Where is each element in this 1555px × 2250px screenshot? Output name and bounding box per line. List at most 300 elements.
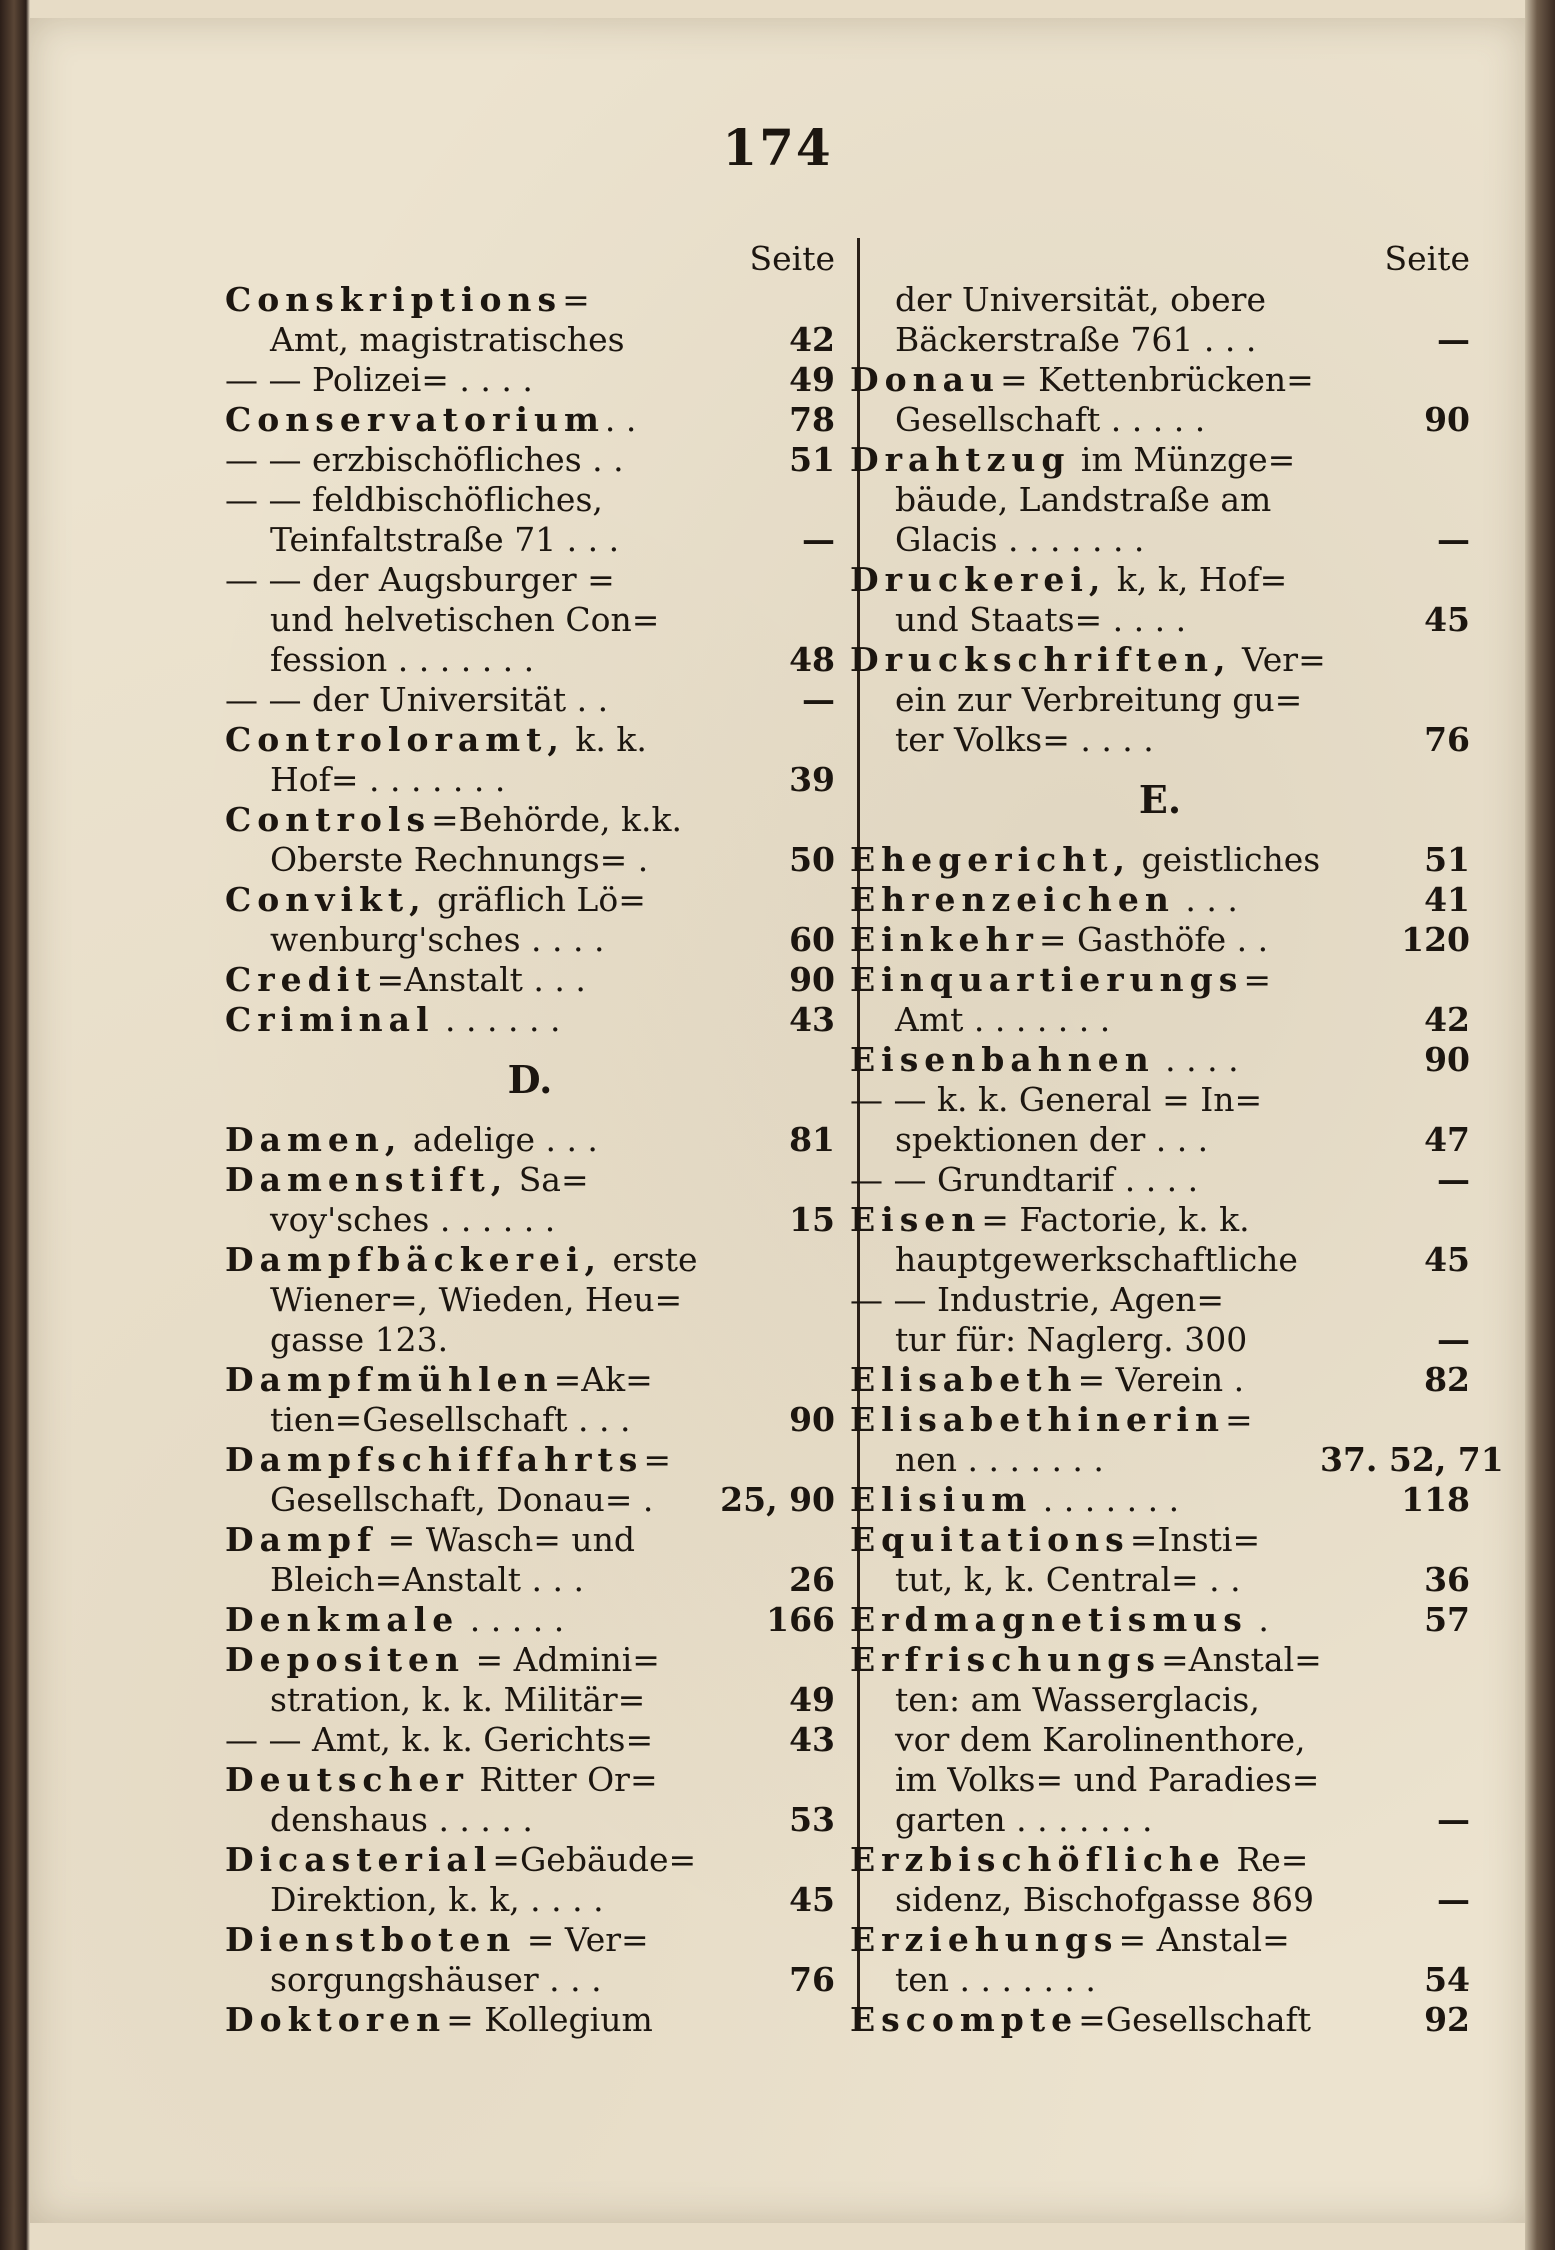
index-entry [850,1200,1470,1240]
entry-text [850,1320,1380,1360]
entry-page: 25, 90 [720,1480,835,1519]
entry-page: 45 [1424,600,1470,639]
entry-rest: =Gebäude= [492,1840,697,1879]
entry-headword: Dampfbäckerei, [225,1240,603,1279]
entry-text [850,1760,1380,1800]
entry-rest: — — Polizei= . . . . [225,360,533,399]
entry-rest: = [643,1440,672,1479]
entry-page: 81 [789,1120,835,1159]
entry-headword: Equitations [850,1520,1130,1559]
index-entry [225,1000,835,1040]
entry-text [225,1720,745,1760]
entry-page: 15 [789,1200,835,1239]
entry-text [850,1640,1380,1680]
index-entry-continuation [225,760,835,800]
index-entry-continuation [225,920,835,960]
index-entry-continuation [850,1240,1470,1280]
entry-text [225,1400,745,1440]
entry-rest: =Behörde, k.k. [431,800,682,839]
entry-page: — [1437,1880,1470,1919]
entry-page: 82 [1424,1360,1470,1399]
index-column-left [225,238,835,2040]
index-entry [850,1480,1470,1520]
entry-rest: nen . . . . . . . [895,1440,1104,1479]
entry-text [225,800,745,840]
index-entry [225,1120,835,1160]
entry-text [850,1080,1380,1120]
index-entry [225,680,835,720]
entry-rest: Amt . . . . . . . [895,1000,1111,1039]
entry-rest: — — der Universität . . [225,680,609,719]
entry-headword: Eisenbahnen [850,1040,1155,1079]
entry-text [225,1160,745,1200]
entry-text [225,1960,745,2000]
entry-page: 76 [789,1960,835,1999]
index-entry-continuation [850,1680,1470,1720]
entry-page: 49 [789,360,835,399]
entry-headword: Criminal [225,1000,435,1039]
entry-rest: Glacis . . . . . . . [895,520,1145,559]
entry-rest: Amt, magistratisches [270,320,625,359]
entry-rest: Direktion, k. k, . . . . [270,1880,604,1919]
entry-text [850,360,1380,400]
entry-text [225,1920,745,1960]
index-entry [850,360,1470,400]
entry-page: 42 [1424,1000,1470,1039]
entry-page: 45 [1424,1240,1470,1279]
index-entry-continuation [225,320,835,360]
entry-headword: Druckschriften, [850,640,1232,679]
page [30,18,1525,2223]
entry-rest: — — Industrie, Agen= [850,1280,1225,1319]
entry-text [225,1120,745,1160]
entry-page: 37. 52, 71 [1320,1440,1504,1479]
entry-rest: fession . . . . . . . [270,640,535,679]
entry-rest: tien=Gesellschaft . . . [270,1400,631,1439]
entry-rest: k, k, Hof= [1106,560,1288,599]
entry-headword: Einkehr [850,920,1039,959]
entry-text [850,1920,1380,1960]
entry-text [225,760,745,800]
entry-page: — [1437,1160,1470,1199]
entry-text [225,480,745,520]
entry-rest: gasse 123. [270,1320,449,1359]
entry-text [225,1200,745,1240]
entry-page: 42 [789,320,835,359]
entry-headword: Depositen [225,1640,466,1679]
index-entry-continuation [850,1800,1470,1840]
entry-headword: Erdmagnetismus [850,1600,1248,1639]
entry-text [850,1200,1380,1240]
entry-rest: der Universität, obere [895,280,1266,319]
entry-rest: Hof= . . . . . . . [270,760,506,799]
index-entry-continuation [850,1720,1470,1760]
entry-rest: erste [602,1240,698,1279]
book-right-edge [1525,0,1555,2250]
entry-rest: spektionen der . . . [895,1120,1209,1159]
index-entry-continuation [225,1800,835,1840]
entry-page: 90 [789,960,835,999]
entry-headword: Einquartierungs [850,960,1244,999]
index-entry-continuation [850,1440,1504,1480]
entry-headword: Ehegericht, [850,840,1131,879]
entry-rest: — — Grundtarif . . . . [850,1160,1199,1199]
entry-text [225,1440,745,1480]
entry-rest: . . . [1174,880,1238,919]
entry-rest: — — der Augsburger = [225,560,615,599]
entry-rest: stration, k. k. Militär= [270,1680,646,1719]
entry-text [225,600,745,640]
index-entry [225,1760,835,1800]
entry-page: 118 [1401,1480,1470,1519]
entry-rest: im Münzge= [1070,440,1296,479]
index-entry-continuation [225,520,835,560]
index-entry [225,960,835,1000]
entry-text [225,1640,745,1680]
entry-headword: Doktoren [225,2000,447,2039]
index-entry [225,2000,835,2040]
index-entry-continuation [225,1480,835,1520]
entry-page: — [1437,1320,1470,1359]
entry-headword: Elisium [850,1480,1033,1519]
index-column-right [850,238,1504,2040]
entry-rest: = Ver= [516,1920,649,1959]
entry-page: 48 [789,640,835,679]
page-number: 174 [722,118,833,177]
index-entry [225,1440,835,1480]
entry-headword: Drahtzug [850,440,1071,479]
index-entry [225,880,835,920]
entry-page: 90 [1424,400,1470,439]
entry-rest: = Gasthöfe . . [1038,920,1269,959]
entry-text [850,1720,1380,1760]
entry-text [225,840,745,880]
entry-headword: Denkmale [225,1600,460,1639]
entry-headword: Erziehungs [850,1920,1119,1959]
entry-list-right [850,280,1504,2040]
entry-text [225,920,745,960]
entry-page: 41 [1424,880,1470,919]
entry-text [850,1880,1380,1920]
entry-text [225,1240,745,1280]
entry-text [225,1000,745,1040]
index-entry-continuation [850,400,1470,440]
entry-rest: = Factorie, k. k. [981,1200,1250,1239]
entry-rest: hauptgewerkschaftliche [895,1240,1298,1279]
entry-rest: = Kollegium [446,2000,653,2039]
entry-rest: . . . . . [459,1600,565,1639]
entry-headword: Conskriptions [225,280,563,319]
entry-text [850,1560,1380,1600]
entry-rest: Oberste Rechnungs= . [270,840,649,879]
entry-rest: sidenz, Bischofgasse 869 [895,1880,1314,1919]
index-entry-continuation [850,520,1470,560]
entry-text [850,920,1380,960]
entry-rest: Sa= [508,1160,589,1199]
entry-rest: — — feldbischöfliches, [225,480,603,519]
entry-headword: Elisabethinerin [850,1400,1225,1439]
index-entry [850,2000,1470,2040]
entry-text [850,960,1380,1000]
entry-text [850,1360,1380,1400]
entry-rest: — — Amt, k. k. Gerichts= [225,1720,654,1759]
index-entry [225,1720,835,1760]
entry-page: 50 [789,840,835,879]
entry-headword: Erzbischöfliche [850,1840,1226,1879]
entry-rest: Teinfaltstraße 71 . . . [270,520,620,559]
entry-page: — [802,520,835,559]
entry-page: — [1437,320,1470,359]
entry-text [850,1120,1380,1160]
entry-rest: =Ak= [553,1360,653,1399]
entry-headword: Dampfmühlen [225,1360,554,1399]
entry-page: 43 [789,1000,835,1039]
index-entry [225,720,835,760]
entry-rest: Bleich=Anstalt . . . [270,1560,584,1599]
index-entry [225,1360,835,1400]
entry-rest: =Insti= [1129,1520,1261,1559]
section-letter: E. [1138,777,1182,822]
entry-text [225,1360,745,1400]
entry-rest: Gesellschaft, Donau= . [270,1480,654,1519]
entry-text [850,1240,1380,1280]
index-entry-continuation [850,720,1470,760]
entry-text [850,560,1380,600]
entry-text [850,1000,1380,1040]
entry-text [225,1800,745,1840]
entry-text [225,1680,745,1720]
index-entry-continuation [225,840,835,880]
entry-headword: Deutscher [225,1760,469,1799]
index-entry [225,280,835,320]
index-entry [850,920,1470,960]
index-entry [850,1640,1470,1680]
entry-rest: . . . . [1154,1040,1239,1079]
entry-text [225,1840,745,1880]
entry-rest: adelige . . . [402,1120,598,1159]
entry-text [850,440,1380,480]
index-entry-continuation [850,600,1470,640]
entry-page: 166 [766,1600,835,1639]
entry-text [850,280,1380,320]
index-entry-continuation [225,1960,835,2000]
index-entry-continuation [225,1880,835,1920]
entry-page: 90 [1424,1040,1470,1079]
entry-page: 54 [1424,1960,1470,1999]
entry-rest: Ritter Or= [468,1760,658,1799]
entry-rest: Bäckerstraße 761 . . . [895,320,1257,359]
entry-page: 92 [1424,2000,1470,2039]
index-entry [225,360,835,400]
entry-rest: geistliches [1130,840,1321,879]
entry-text [225,720,745,760]
entry-text [225,1600,745,1640]
index-entry [850,1160,1470,1200]
entry-page: 45 [789,1880,835,1919]
index-entry-continuation [850,1960,1470,2000]
entry-text [225,360,745,400]
entry-rest: =Anstal= [1160,1640,1322,1679]
entry-text [850,600,1380,640]
entry-text [850,880,1380,920]
seite-header-left: Seite [749,239,835,278]
seite-header-right: Seite [1384,239,1470,278]
entry-text [850,1440,1320,1480]
entry-headword: Eisen [850,1200,982,1239]
entry-text [850,1600,1380,1640]
entry-headword: Dampf [225,1520,378,1559]
entry-headword: Ehrenzeichen [850,880,1175,919]
entry-page: 51 [1424,840,1470,879]
entry-page: 57 [1424,1600,1470,1639]
entry-rest: — — erzbischöfliches . . [225,440,624,479]
index-entry [225,1240,835,1280]
entry-text [225,1880,745,1920]
index-entry-continuation [225,1320,835,1360]
index-entry [850,840,1470,880]
entry-headword: Controls [225,800,432,839]
entry-rest: gräflich Lö= [426,880,646,919]
entry-page: 36 [1424,1560,1470,1599]
index-entry [850,1920,1470,1960]
index-entry [850,1400,1470,1440]
entry-text [225,680,745,720]
entry-page: 49 [789,1680,835,1719]
entry-text [850,1400,1380,1440]
index-entry-continuation [225,640,835,680]
entry-list-left [225,280,835,2040]
entry-text [225,320,745,360]
entry-rest: und Staats= . . . . [895,600,1187,639]
entry-rest: Ver= [1231,640,1326,679]
index-entry [225,1640,835,1680]
index-entry [850,1840,1470,1880]
index-entry [225,1160,835,1200]
entry-text [850,1160,1380,1200]
entry-rest: = Anstal= [1118,1920,1290,1959]
index-entry [225,1920,835,1960]
entry-rest: = [1224,1400,1253,1439]
index-entry [850,960,1470,1000]
entry-text [225,440,745,480]
index-entry-continuation [225,1400,835,1440]
index-entry-continuation [850,280,1470,320]
index-entry-continuation [850,320,1470,360]
entry-headword: Erfrischungs [850,1640,1161,1679]
entry-text [850,2000,1380,2040]
entry-rest: . [1247,1600,1269,1639]
index-entry-continuation [850,1760,1470,1800]
entry-headword: Controloramt, [225,720,565,759]
entry-headword: Damen, [225,1120,403,1159]
entry-rest: . . . . . . . [1032,1480,1180,1519]
index-entry [850,440,1470,480]
entry-headword: Credit [225,960,377,999]
entry-page: 53 [789,1800,835,1839]
entry-page: 26 [789,1560,835,1599]
entry-rest: = Verein . [1077,1360,1245,1399]
entry-rest: = Admini= [465,1640,660,1679]
entry-headword: Dienstboten [225,1920,517,1959]
entry-rest: =Gesellschaft [1078,2000,1312,2039]
index-entry-continuation [225,1280,835,1320]
index-entry-continuation [850,680,1470,720]
entry-text [850,1520,1380,1560]
index-entry [850,560,1470,600]
entry-rest: . . [604,400,637,439]
index-entry-continuation [225,1680,835,1720]
index-entry [225,480,835,520]
index-entry-continuation [850,1880,1470,1920]
entry-text [850,840,1380,880]
entry-rest: vor dem Karolinenthore, [895,1720,1306,1759]
entry-rest: Gesellschaft . . . . . [895,400,1206,439]
index-entry [225,1600,835,1640]
entry-text [225,560,745,600]
entry-text [225,880,745,920]
index-entry-continuation [850,480,1470,520]
entry-rest: = [1243,960,1271,999]
entry-text [225,1280,745,1320]
entry-headword: Damenstift, [225,1160,509,1199]
entry-headword: Dampfschiffahrts [225,1440,644,1479]
entry-text [850,1040,1380,1080]
entry-rest: =Anstalt . . . [376,960,586,999]
entry-rest: und helvetischen Con= [270,600,660,639]
entry-rest: tut, k, k. Central= . . [895,1560,1241,1599]
entry-rest: = Wasch= und [377,1520,635,1559]
index-entry [850,1360,1470,1400]
entry-page: 60 [789,920,835,959]
entry-headword: Convikt, [225,880,427,919]
entry-page: 76 [1424,720,1470,759]
entry-rest: Re= [1225,1840,1309,1879]
entry-text [225,1320,745,1360]
entry-text [225,280,745,320]
entry-rest: denshaus . . . . . [270,1800,533,1839]
entry-rest: ter Volks= . . . . [895,720,1154,759]
entry-headword: Dicasterial [225,1840,493,1879]
entry-rest: sorgungshäuser . . . [270,1960,602,1999]
index-entry-continuation [225,600,835,640]
index-entry [225,560,835,600]
entry-rest: garten . . . . . . . [895,1800,1153,1839]
index-entry [850,1600,1470,1640]
entry-text [850,680,1380,720]
entry-page: — [1437,1800,1470,1839]
entry-rest: wenburg'sches . . . . [270,920,605,959]
entry-text [850,520,1380,560]
index-entry-continuation [850,1560,1470,1600]
entry-headword: Druckerei, [850,560,1107,599]
index-entry [225,440,835,480]
index-entry [225,400,835,440]
entry-text [850,1280,1380,1320]
entry-page: — [1437,520,1470,559]
index-entry [850,880,1470,920]
entry-text [225,1560,745,1600]
index-entry-continuation [850,1000,1470,1040]
entry-headword: Donau [850,360,1000,399]
entry-text [225,400,745,440]
entry-rest: . . . . . . [434,1000,561,1039]
entry-headword: Escompte [850,2000,1079,2039]
index-entry [850,1080,1470,1120]
entry-text [850,1840,1380,1880]
entry-text [850,1960,1380,2000]
entry-page: 51 [789,440,835,479]
index-entry [850,1280,1470,1320]
